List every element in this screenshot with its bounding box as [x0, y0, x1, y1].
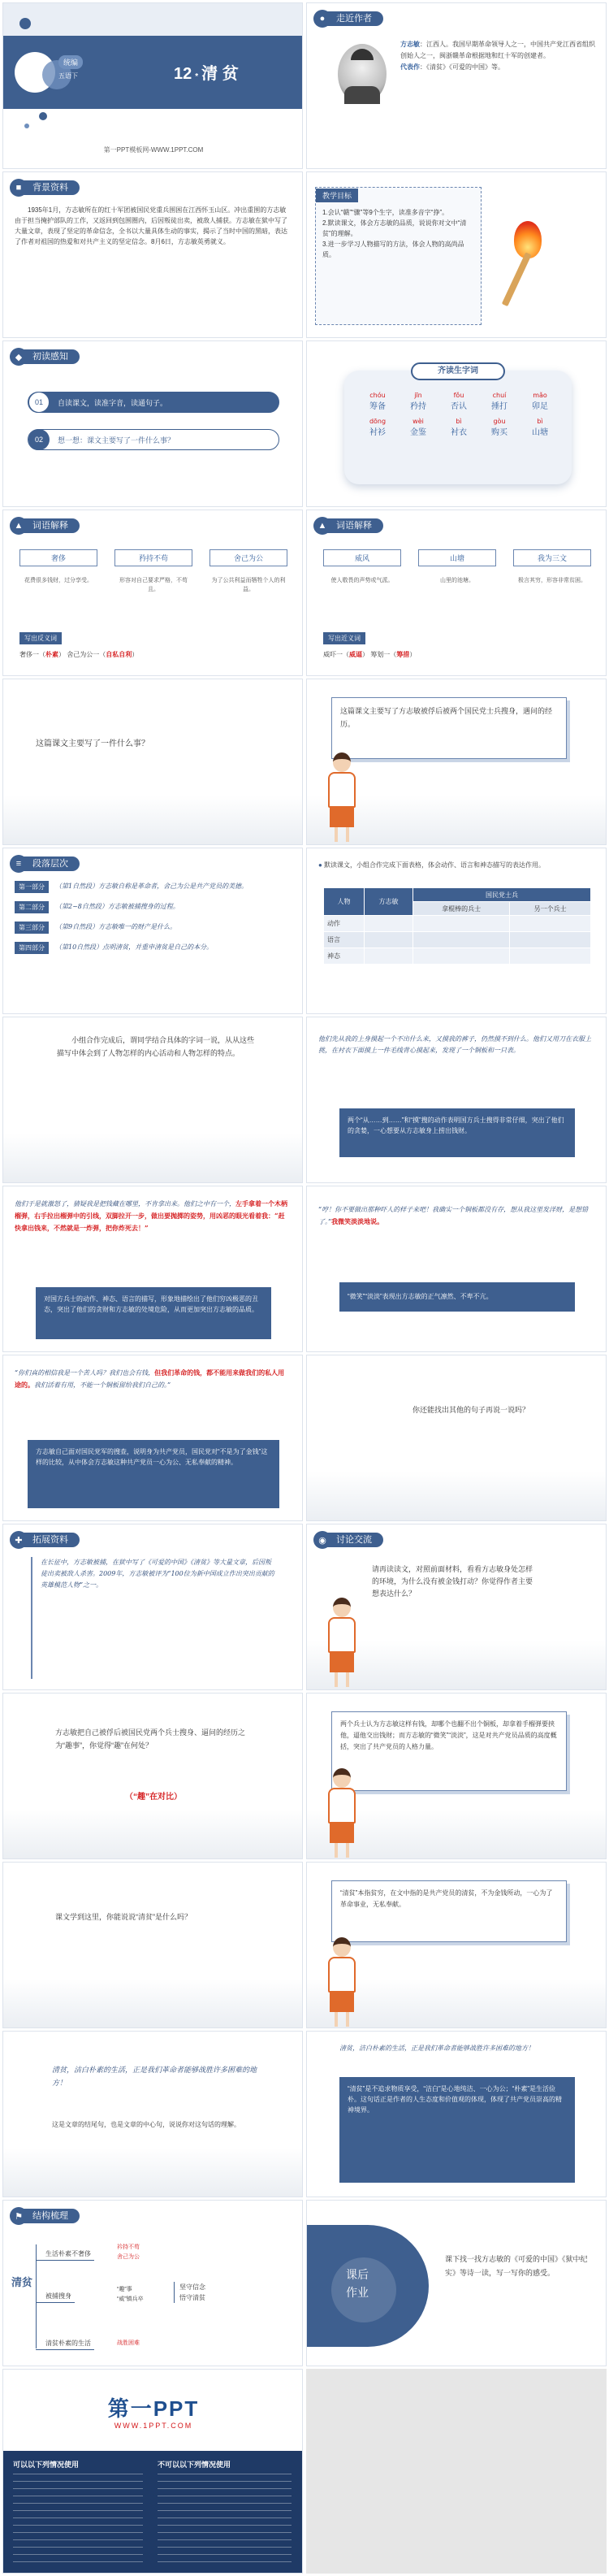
- mindmap-branch: 被捕搜身: [36, 2292, 75, 2303]
- goals-text: 1.会认“赣”“骤”等9个生字，读准多音字“挣”。 2.默读课文，体会方志敏的品质，说说你对文中“清贫”的理解。 3.进一步学习人物描写的方法，体会人物的高尚品质。: [322, 209, 467, 258]
- mindmap-leaf: “趣”事 “威”镇兵卒: [117, 2287, 144, 2302]
- character-word: 购买: [491, 428, 508, 437]
- pinyin: chuí: [492, 392, 507, 399]
- slide-question-main: [2, 679, 303, 845]
- slide-search-1: [306, 1017, 607, 1183]
- vocab-word: 威风: [323, 549, 401, 566]
- section-header: ▲ 词语解释: [10, 517, 80, 535]
- row-label: 神态: [324, 948, 365, 965]
- characters-grid: [357, 392, 560, 437]
- quote-text: “哼！你不要做出那种吓人的样子来吧！我确实一个铜板都没有存，想从我这里发洋财，是想错了。”我微笑淡淡地说。: [318, 1206, 589, 1225]
- slide-characters: [306, 340, 607, 507]
- part-tag: 第四部分: [15, 942, 49, 954]
- question-1: 01 自读课文，读准字音，读通句子。: [28, 392, 279, 413]
- part-tag: 第三部分: [15, 922, 49, 934]
- homework-text: 课下找一找方志敏的《可爱的中国》《狱中纪实》等诗一读，写一写你的感受。: [445, 2255, 588, 2277]
- slide-threat: [2, 1186, 303, 1352]
- lesson-title: 12 * 清 贫: [174, 60, 239, 84]
- credits-col-title: 不可以以下列情况使用: [158, 2461, 231, 2469]
- vocab-icon: ▲: [10, 517, 28, 535]
- part-row: [15, 922, 295, 934]
- author-intro: 方志敏：江西人。我国早期革命领导人之一，中国共产党江西省组织创始人之一，闽浙赣革命根据地和红十军的创建者。 代表作：《清贫》《可爱的中国》等。: [400, 41, 595, 71]
- lesson-name: 清 贫: [201, 65, 239, 83]
- extend-icon: ✚: [10, 1531, 28, 1549]
- pinyin: dōng: [369, 418, 387, 425]
- question-text: 你还能找出其他的句子再说一说吗？: [412, 1406, 530, 1414]
- slide-goals: [306, 171, 607, 338]
- section-header: ◉ 讨论交流: [313, 1531, 383, 1549]
- row-label: 语言: [324, 932, 365, 948]
- mindmap-summary: 坚守信念 悟守清贫: [174, 2282, 205, 2303]
- sub-header: 拿棍棒的兵士: [413, 902, 510, 916]
- slide-what-is-poverty: [2, 1862, 303, 2028]
- slide-extension: [2, 1524, 303, 1690]
- slide-fun-answer: [306, 1693, 607, 1859]
- analysis-box: 对国方兵士的动作、神态、语言的描写，形象地描绘出了他们穷凶极恶的丑态，突出了他们的贪财和方志敏的处境危险，从而更加突出方志敏的品质。: [36, 1287, 271, 1339]
- teacher-figure: [323, 1768, 361, 1858]
- pinyin: jīn: [414, 392, 422, 399]
- synonym-answers: 威吓一（威逼） 筹划一（筹措）: [323, 651, 417, 658]
- analysis-box: 两个“从……到……”和“摸”搜的动作表明国方兵士搜得非常仔细，突出了他们的贪婪，一心想要从方志敏身上捞出钱财。: [339, 1108, 575, 1157]
- slide-table: [306, 848, 607, 1014]
- character-word: 金鉴: [410, 428, 426, 437]
- characters-title: 齐读生字词: [411, 362, 505, 380]
- answer-bubble: 这篇课文主要写了方志敏被俘后被两个国民党士兵搜身，遇问的经历。: [331, 697, 567, 759]
- character-item: [357, 418, 398, 437]
- mindmap-branch: 清贫朴素的生活: [36, 2339, 94, 2350]
- chat-icon: ◉: [313, 1531, 331, 1549]
- slide-response: [306, 1186, 607, 1352]
- pinyin: bì: [537, 418, 543, 425]
- instruction-text: 这是文章的结尾句，也是文章的中心句，说说你对这句话的理解。: [52, 2121, 240, 2128]
- slide-mindmap: [2, 2200, 303, 2366]
- slide-discussion: [306, 1524, 607, 1690]
- homework-label: 课后 作业: [346, 2268, 369, 2299]
- teacher-figure: [323, 1937, 361, 2027]
- antonym-answers: 奢侈一（朴素） 舍己为公一（自私自利）: [19, 651, 139, 658]
- vocab-word: 舍己为公: [209, 549, 287, 566]
- question-text: 课文学到这里，你能说说“清贫”是什么吗？: [55, 1913, 192, 1921]
- pinyin: wèi: [412, 418, 424, 425]
- part-text: （第1自然段）方志敏自称是革命者，舍己为公是共产党员的美德。: [55, 883, 248, 890]
- section-header: ✚ 拓展资料: [10, 1531, 80, 1549]
- slide-vocab-1: [2, 510, 303, 676]
- slide-structure: [2, 848, 303, 1014]
- vocab-def: 使人敬畏的声势或气派。: [330, 578, 394, 583]
- slide-first-reading: [2, 340, 303, 507]
- character-item: [438, 418, 479, 437]
- character-item: [520, 418, 560, 437]
- goals-title: 教学目标: [316, 189, 358, 202]
- slide-fun-question: [2, 1693, 303, 1859]
- slide-vocab-2: [306, 510, 607, 676]
- character-word: 捶打: [491, 402, 508, 411]
- slide-title: [2, 2, 303, 169]
- character-word: 卯足: [532, 402, 548, 411]
- mindmap-branch: 生活朴素不奢侈: [36, 2249, 94, 2261]
- question-2: 02 想一想：课文主要写了一件什么事？: [28, 429, 279, 450]
- slide-group-work: [2, 1017, 303, 1183]
- character-item: [520, 392, 560, 411]
- section-icon: ●: [313, 10, 331, 28]
- edition-tag: 统编: [58, 55, 83, 69]
- credits-col-title: 可以以下列情况使用: [13, 2461, 80, 2469]
- pinyin: bì: [456, 418, 462, 425]
- vocab-words: [323, 549, 591, 585]
- part-tag: 第一部分: [15, 881, 49, 893]
- vocab-words: [19, 549, 287, 594]
- footer-watermark: 第一PPT模板网-WWW.1PPT.COM: [103, 146, 204, 154]
- slide-central-sentence: [2, 2031, 303, 2197]
- part-row: [15, 881, 295, 893]
- character-item: [398, 392, 438, 411]
- background-text: 1935年1月，方志敏所在的红十军团被国民党重兵围困在江西怀玉山区。冲出重围的方志敏由于担当掩护部队的工作，又返回到包围圈内，后因叛徒出卖，被敌人捕获。方志敏在狱中写了大量文章，表现了坚定的革命信念，全书以大量具体生动的事实，揭示了当时中国的黑暗，表达了作者对祖国的热爱和对共产主义的坚定信念。8月6日，方志敏英勇就义。: [15, 206, 287, 245]
- part-text: （第10自然段）点明清贫，并重申清贫是自己的本分。: [55, 943, 214, 951]
- vocab-def: 形容对自己要求严格，不苟且。: [119, 578, 188, 592]
- character-word: 山塘: [532, 428, 548, 437]
- col-header: 国民党士兵: [413, 888, 591, 902]
- vocab-def: 花费很多钱财，过分享受。: [24, 578, 93, 583]
- slide-blank: [306, 2369, 607, 2574]
- credits-lines: [158, 2474, 292, 2563]
- vocab-icon: ▲: [313, 517, 331, 535]
- character-item: [398, 418, 438, 437]
- col-header: 方志敏: [365, 888, 413, 916]
- sub-header: 另一个兵士: [510, 902, 591, 916]
- site-logo: 第一PPT: [107, 2396, 200, 2421]
- antonym-tag: 写出反义词: [19, 632, 62, 644]
- match-icon: [506, 221, 555, 310]
- character-word: 衬衣: [451, 428, 467, 437]
- quote-text: 清贫，洁白朴素的生活，正是我们革命者能够战胜许多困难的地方！: [52, 2066, 257, 2088]
- lesson-number: 12: [174, 65, 192, 83]
- synonym-tag: 写出近义词: [323, 632, 365, 644]
- slide-homework: [306, 2200, 607, 2366]
- read-icon: ◆: [10, 348, 28, 366]
- tree-icon: ⚑: [10, 2207, 28, 2225]
- goals-card: [315, 187, 482, 325]
- author-portrait: [338, 44, 387, 104]
- slide-more-sentences: [306, 1355, 607, 1521]
- mindmap-leaf: 衿持不苟 舍己为公: [117, 2244, 140, 2260]
- mountain-bg: [3, 1810, 302, 1858]
- pinyin: chóu: [369, 392, 386, 399]
- vocab-word: 山塘: [418, 549, 496, 566]
- part-text: （第2~8自然段）方志敏被捕搜身的过程。: [55, 903, 179, 910]
- character-item: [479, 418, 520, 437]
- mountain-bg: [3, 2148, 302, 2197]
- pinyin: fǒu: [453, 392, 464, 399]
- vocab-word: 我为三文: [513, 549, 591, 566]
- slide-central-analysis: [306, 2031, 607, 2197]
- character-word: 否认: [451, 402, 467, 411]
- slide-credits: [2, 2369, 303, 2574]
- table-intro: ● 默读课文，小组合作完成下面表格，体会动作、语言和神态描写的表达作用。: [318, 861, 546, 869]
- section-header: ▲ 词语解释: [313, 517, 383, 535]
- analysis-box: “清贫”是不追求物质享受，“洁白”是心地纯洁、一心为公；“朴素”是生活俭朴。这句话正是作者的人生态度和价值观的体现，体现了共产党员崇高的精神境界。: [339, 2077, 575, 2183]
- slide-poverty-answer: [306, 1862, 607, 2028]
- answer-bubble: “清贫”本指贫穷，在文中指的是共产党员的清贫，不为金钱所动，一心为了革命事业，无私奉献。: [331, 1880, 567, 1942]
- credits-lines: [13, 2474, 143, 2563]
- character-word: 矜持: [410, 402, 426, 411]
- parts-list: [15, 881, 295, 962]
- section-header: ◆ 初读感知: [10, 348, 80, 366]
- section-header: ● 走近作者: [313, 10, 383, 28]
- slide-background: [2, 171, 303, 338]
- answer-bubble: 两个兵士认为方志敏这样有钱，却哪个也翻不出个铜板，却拿着手榴弹要挟他，逼他交出钱财；而方志敏的“微笑”“淡淡”，这是对共产党员品质的高度概括，突出了共产党员的人格力量。: [331, 1711, 567, 1791]
- row-label: 动作: [324, 916, 365, 932]
- mountain-bg: [3, 1979, 302, 2027]
- answer-text: （“趣”在对比）: [125, 1793, 182, 1802]
- pinyin: mǎo: [533, 392, 547, 399]
- quote-text: 他们于是就激怒了，猜疑我是把钱藏在哪里，不肯拿出来。他们之中有一个，左手拿着一个木柄榴弹，右手拉出榴弹中的引线，双脚拉开一步，做出要抛掷的姿势，用凶恶的眼光看着我：“赶快拿出钱来，不然就是一炸弹，把你炸死去！”: [15, 1199, 287, 1232]
- list-icon: ≡: [10, 855, 28, 873]
- question-text: 方志敏把自己被俘后被国民党两个兵士搜身、逼问的经历之为“趣事”，你觉得“趣”在何处？: [55, 1728, 246, 1750]
- analysis-box: “微笑”“淡淡”表现出方志敏的正气凛然、不卑不亢。: [339, 1282, 575, 1312]
- vocab-word: 矜持不苟: [114, 549, 192, 566]
- part-text: （第9自然段）方志敏唯一的财产是什么。: [55, 923, 177, 930]
- section-header: ⚑ 结构梳理: [10, 2207, 80, 2225]
- analysis-box: 方志敏自己面对国民党军的搜查，说明身为共产党员，国民党对“不是为了金钱”这样的比较，从中体会方志敏这种共产党员一心为公、无私奉献的精神。: [28, 1440, 279, 1508]
- vocab-word: 奢侈: [19, 549, 97, 566]
- slide-revolution-money: [2, 1355, 303, 1521]
- grade-tag: 五语下: [58, 72, 78, 80]
- slide-answer-main: [306, 679, 607, 845]
- section-header: ≡ 段落层次: [10, 855, 80, 873]
- mountain-bg: [3, 796, 302, 844]
- character-word: 筹备: [369, 402, 386, 411]
- character-item: [479, 392, 520, 411]
- quote-text: 清贫，洁白朴素的生活，正是我们革命者能够战胜许多困难的地方！: [339, 2045, 534, 2052]
- mountain-bg: [307, 1472, 606, 1520]
- credits-panel: [3, 2451, 303, 2574]
- analysis-table: [323, 887, 591, 965]
- mountain-bg: [3, 1134, 302, 1182]
- part-row: [15, 901, 295, 913]
- quote-text: “你们真的相信我是一个苦人吗？我们也会有钱，但我们革命的钱，都不能用来做我们的私人用途的。我们活着有用，不能一个铜板留给我们自己的。”: [15, 1368, 285, 1389]
- extension-text: 在长征中，方志敏被捕，在狱中写了《可爱的中国》《清贫》等大量文章，后因叛徒出卖被敌人杀害。2009年，方志敏被评为“100位为新中国成立作出突出贡献的英雄模范人物”之一。: [41, 1559, 274, 1589]
- group-work-text: 小组合作完成后，谓同学结合具体的字词一说，从从这些描写中体会到了人物怎样的内心活动和人物怎样的特点。: [57, 1036, 255, 1057]
- mindmap-leaf: 战胜困难: [117, 2340, 140, 2346]
- col-header: 人物: [324, 888, 365, 916]
- vocab-def: 为了公共利益而牺牲个人的利益。: [211, 578, 286, 592]
- question-text: 这篇课文主要写了一件什么事？: [36, 739, 149, 748]
- slide-author: [306, 2, 607, 169]
- mindmap-center: 清贫: [11, 2276, 33, 2288]
- character-word: 衬衫: [369, 428, 386, 437]
- teacher-figure: [323, 752, 361, 842]
- vocab-def: 山里的池塘。: [440, 578, 474, 583]
- teacher-figure: [323, 1598, 361, 1687]
- book-icon: ■: [10, 179, 28, 197]
- quote-text: 他们先从我的上身摸起一个不出什么来，又摸我的裤子，仍然摸不到什么。他们又用刀在衣服上挑，在衬衣下面摸上一件毛线背心摸起来，发现了一个铜板和一只表。: [318, 1035, 591, 1054]
- pinyin: gòu: [493, 418, 506, 425]
- character-item: [357, 392, 398, 411]
- extension-card: [31, 1557, 274, 1679]
- section-header: ■ 背景资料: [10, 179, 80, 197]
- part-row: [15, 942, 295, 954]
- site-url: WWW.1PPT.COM: [114, 2422, 193, 2430]
- vocab-def: 极言其穷，形容非常贫困。: [518, 578, 586, 583]
- character-item: [438, 392, 479, 411]
- part-tag: 第二部分: [15, 901, 49, 913]
- discussion-question: 请再读读文，对照前面材料，看看方志敏身处怎样的环境，为什么没有被金钱打动？你觉得作者主要想表达什么？: [372, 1565, 533, 1598]
